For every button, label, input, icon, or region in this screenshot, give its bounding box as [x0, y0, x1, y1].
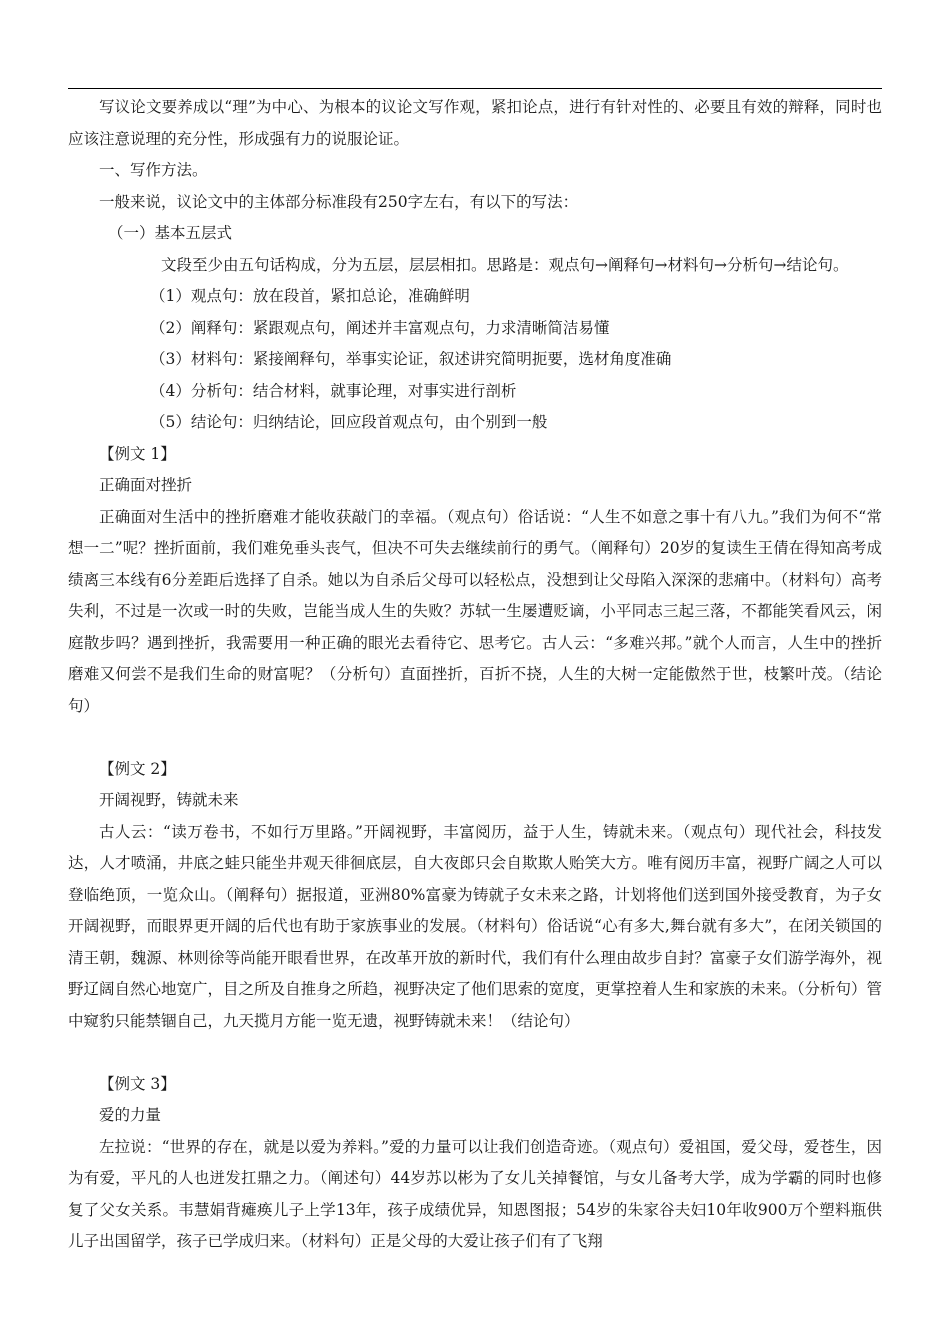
general-paragraph: 一般来说，议论文中的主体部分标准段有250字左右，有以下的写法：	[99, 192, 579, 211]
example-title: 开阔视野，铸就未来	[99, 791, 239, 809]
example-body: 左拉说：“世界的存在，就是以爱为养料。”爱的力量可以让我们创造奇迹。（观点句）爱祖国，爱父母，爱苍生，因为有爱，平凡的人也迸发扛鼎之力。（阐述句）44岁苏以彬为了女儿关掉餐馆，与女儿备考大学，成为学霸的同时也修复了父女关系。韦慧娟背瘫痪儿子上学13年，孩子成绩优异，知恩图报；54岁的朱家谷夫妇10年收900万个塑料瓶供儿子出国留学，孩子已学成归来。（材料句）正是父母的大爱让孩子们有了飞翔	[68, 1137, 882, 1250]
sub-title: （一）基本五层式	[108, 224, 233, 242]
section-title: 一、写作方法。	[99, 161, 208, 179]
example-label: 【例文 1】	[99, 444, 176, 463]
list-item: （1）观点句：放在段首，紧扣总论，准确鲜明	[150, 287, 470, 305]
list-item: （4）分析句：结合材料，就事论理，对事实进行剖析	[150, 381, 517, 400]
example-3	[68, 1069, 882, 1258]
document-body	[68, 88, 882, 1258]
list-item: （5）结论句：归纳结论，回应段首观点句，由个别到一般	[150, 413, 548, 431]
structure-description: 文段至少由五句话构成，分为五层，层层相扣。思路是：观点句→阐释句→材料句→分析句→结论句。	[161, 255, 849, 274]
example-title: 正确面对挫折	[99, 476, 193, 494]
example-title: 爱的力量	[99, 1106, 162, 1124]
spacer	[68, 1037, 882, 1069]
example-body: 正确面对生活中的挫折磨难才能收获敲门的幸福。（观点句）俗话说：“人生不如意之事十有八九。”我们为何不“常想一二”呢？挫折面前，我们难免垂头丧气，但决不可失去继续前行的勇气。（阐释句）20岁的复读生王倩在得知高考成绩离三本线有6分差距后选择了自杀。她以为自杀后父母可以轻松点，没想到让父母陷入深深的悲痛中。（材料句）高考失利，不过是一次或一时的失败，岂能当成人生的失败？苏轼一生屡遭贬谪，小平同志三起三落，不都能笑看风云，闲庭散步吗？遇到挫折，我需要用一种正确的眼光去看待它、思考它。古人云：“多难兴邦。”就个人而言，人生中的挫折磨难又何尝不是我们生命的财富呢？（分析句）直面挫折，百折不挠，人生的大树一定能傲然于世，枝繁叶茂。（结论句）	[68, 507, 882, 715]
list-item: （2）阐释句：紧跟观点句，阐述并丰富观点句，力求清晰简洁易懂	[150, 318, 610, 337]
example-1	[68, 439, 882, 723]
example-2	[68, 754, 882, 1038]
example-label: 【例文 3】	[99, 1074, 176, 1093]
example-label: 【例文 2】	[99, 759, 176, 778]
spacer	[68, 722, 882, 754]
list-item: （3）材料句：紧接阐释句，举事实论证，叙述讲究简明扼要，选材角度准确	[150, 350, 672, 368]
example-body: 古人云：“读万卷书，不如行万里路。”开阔视野，丰富阅历，益于人生，铸就未来。（观点句）现代社会，科技发达，人才喷涌，井底之蛙只能坐井观天徘徊底层，自大夜郎只会自欺欺人贻笑大方。唯有阅历丰富，视野广阔之人可以登临绝顶，一览众山。（阐释句）据报道，亚洲80%富豪为铸就子女未来之路，计划将他们送到国外接受教育，为子女开阔视野，而眼界更开阔的后代也有助于家族事业的发展。（材料句）俗话说“心有多大,舞台就有多大”，在闭关锁国的清王朝，魏源、林则徐等尚能开眼看世界，在改革开放的新时代，我们有什么理由故步自封？富豪子女们游学海外，视野辽阔自然心地宽广，目之所及自推身之所趋，视野决定了他们思索的宽度，更掌控着人生和家族的未来。（分析句）管中窥豹只能禁锢自己，九天揽月方能一览无遗，视野铸就未来！（结论句）	[68, 822, 882, 1030]
structure-list	[68, 281, 882, 439]
intro-paragraph: 写议论文要养成以“理”为中心、为根本的议论文写作观，紧扣论点，进行有针对性的、必要且有效的辩释，同时也应该注意说理的充分性，形成强有力的说服论证。	[68, 98, 882, 148]
